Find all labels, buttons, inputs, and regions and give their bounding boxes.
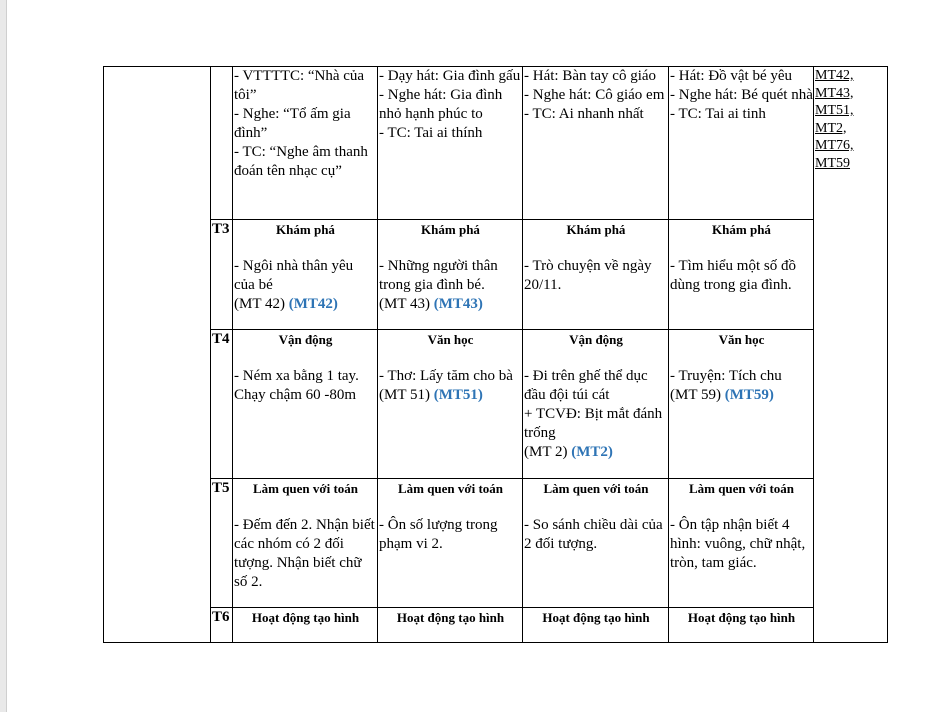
activity-title: Văn học — [718, 332, 765, 347]
goal-tag: (MT59) — [724, 387, 774, 403]
activity-line: - TC: “Nghe âm thanh đoán tên nhạc cụ” — [234, 144, 368, 179]
activity-cell — [378, 220, 523, 330]
activity-title: Làm quen với toán — [543, 481, 649, 496]
activity-cell — [523, 220, 669, 330]
goal-link[interactable]: MT51, — [815, 103, 854, 118]
activity-cell — [233, 220, 378, 330]
activity-line: - Nghe hát: Gia đình nhỏ hạnh phúc to — [379, 87, 503, 122]
activity-cell — [233, 479, 378, 608]
activity-title: Làm quen với toán — [252, 481, 359, 496]
table-row — [104, 67, 888, 220]
activity-cell — [378, 330, 523, 479]
activity-title: Văn học — [427, 332, 474, 347]
activity-line: - Nghe hát: Bé quét nhà — [670, 87, 813, 103]
activity-cell — [233, 608, 378, 643]
table-row — [104, 220, 888, 330]
activity-cell — [233, 330, 378, 479]
day-label — [211, 67, 233, 220]
activity-line: - TC: Tai ai tinh — [670, 106, 766, 122]
goal-link[interactable]: MT59 — [815, 155, 850, 171]
goal-tag: (MT43) — [433, 296, 483, 312]
activity-line: - Hát: Bàn tay cô giáo — [524, 68, 657, 84]
activity-title: Khám phá — [712, 222, 771, 237]
activity-line: - Hát: Đồ vật bé yêu — [670, 68, 793, 84]
activity-cell — [523, 479, 669, 608]
goals-cell — [814, 67, 888, 643]
goal-tag: (MT51) — [433, 387, 483, 403]
day-label: T5 — [211, 479, 233, 608]
goal-link[interactable]: MT76, — [815, 138, 854, 153]
activity-text: - Thơ: Lấy tăm cho bà — [379, 368, 513, 384]
activity-title: Làm quen với toán — [397, 481, 504, 496]
activity-text: - Ôn tập nhận biết 4 hình: vuông, chữ nhật, tròn, tam giác. — [670, 517, 806, 571]
goal-code: (MT 2) — [524, 444, 568, 460]
activity-cell — [669, 479, 814, 608]
activity-text: - Đi trên ghế thể dục đầu đội túi cát — [524, 368, 648, 403]
activity-cell — [669, 330, 814, 479]
table-row — [104, 479, 888, 608]
activity-cell — [523, 67, 669, 220]
activity-cell — [378, 479, 523, 608]
day-label: T4 — [211, 330, 233, 479]
activity-cell — [378, 608, 523, 643]
activity-text: - Trò chuyện về ngày 20/11. — [524, 258, 652, 293]
activity-cell — [233, 67, 378, 220]
activity-line: - Nghe hát: Cô giáo em — [524, 87, 665, 103]
activity-cell — [523, 330, 669, 479]
activity-text: - Ngôi nhà thân yêu của bé — [234, 258, 354, 293]
activity-cell — [523, 608, 669, 643]
day-label: T3 — [211, 220, 233, 330]
activity-line: - TC: Tai ai thính — [379, 125, 483, 141]
table-row — [104, 608, 888, 643]
activity-cell — [669, 67, 814, 220]
goal-code: (MT 42) — [234, 296, 285, 312]
activity-title: Khám phá — [421, 222, 480, 237]
activity-line: - Dạy hát: Gia đình gấu — [379, 68, 521, 84]
goal-tag: (MT2) — [571, 444, 613, 460]
activity-title: Hoạt động tạo hình — [542, 610, 650, 625]
activity-text: - Ném xa bằng 1 tay. Chạy chậm 60 -80m — [234, 368, 359, 403]
activity-line: - TC: Ai nhanh nhất — [524, 106, 644, 122]
page-edge — [0, 0, 7, 712]
activity-cell — [669, 608, 814, 643]
activity-title: Làm quen với toán — [688, 481, 795, 496]
goal-code: (MT 59) — [670, 387, 721, 403]
activity-text: - Tìm hiểu một số đồ dùng trong gia đình. — [670, 258, 796, 293]
activity-title: Khám phá — [276, 222, 335, 237]
activity-text: - Ôn số lượng trong phạm vi 2. — [379, 517, 498, 552]
activity-text: - Những người thân trong gia đình bé. — [379, 258, 498, 293]
lesson-plan-table — [103, 66, 888, 643]
activity-title: Vận động — [569, 332, 623, 347]
goal-link[interactable]: MT2, — [815, 120, 847, 136]
week-cell — [104, 67, 211, 643]
activity-cell — [378, 67, 523, 220]
goal-link[interactable]: MT43, — [815, 85, 854, 101]
activity-text: + TCVĐ: Bịt mắt đánh trống — [524, 406, 663, 441]
activity-title: Hoạt động tạo hình — [687, 610, 796, 625]
goal-code: (MT 51) — [379, 387, 430, 403]
goal-link[interactable]: MT42, — [815, 68, 854, 83]
activity-title: Khám phá — [566, 222, 626, 237]
activity-title: Hoạt động tạo hình — [251, 610, 360, 625]
activity-line: - VTTTTC: “Nhà của tôi” — [234, 68, 365, 103]
goal-code: (MT 43) — [379, 296, 430, 312]
activity-cell — [669, 220, 814, 330]
activity-text: - So sánh chiều dài của 2 đối tượng. — [524, 517, 663, 552]
goal-tag: (MT42) — [288, 296, 338, 312]
activity-text: - Truyện: Tích chu — [670, 368, 782, 384]
activity-line: - Nghe: “Tổ ấm gia đình” — [234, 106, 351, 141]
activity-title: Hoạt động tạo hình — [396, 610, 505, 625]
day-label: T6 — [211, 608, 233, 643]
activity-title: Vận động — [278, 332, 333, 347]
table-row — [104, 330, 888, 479]
activity-text: - Đếm đến 2. Nhận biết các nhóm có 2 đối tượng. Nhận biết chữ số 2. — [234, 517, 375, 590]
